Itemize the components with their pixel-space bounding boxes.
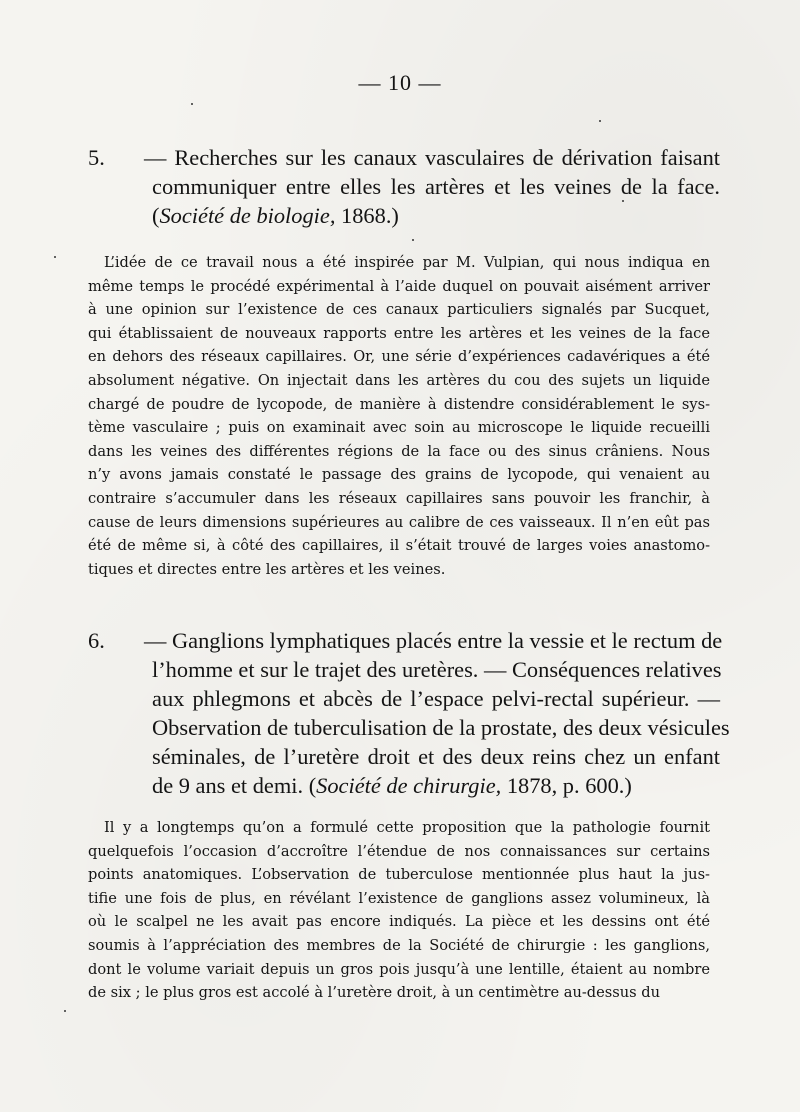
entry-5-body-line: dans les veines des différentes régions de la face ou des sinus crâniens. Nous <box>88 442 710 460</box>
entry-5-body-line: n’y avons jamais constaté le passage des grains de lycopode, qui venaient au <box>88 466 710 484</box>
scan-speck <box>412 239 414 241</box>
entry-6-source-suffix: 1878, p. 600.) <box>501 773 632 798</box>
entry-6-source <box>88 771 720 800</box>
entry-5-body-line: chargé de poudre de lycopode, de manière à distendre considérablement le sys- <box>88 395 710 413</box>
entry-6-body <box>88 816 710 1005</box>
entry-6-title-line: — Ganglions lymphatiques placés entre la vessie et le rectum de <box>144 628 723 653</box>
entry-5-number: 5. <box>88 145 105 170</box>
entry-6-body-line: Il y a longtemps qu’on a formulé cette proposition que la pathologie fournit <box>104 819 710 836</box>
entry-6-body-line: points anatomiques. L’observation de tuberculose mentionnée plus haut la jus- <box>88 866 710 884</box>
entry-5-body-line: absolument négative. On injectait dans les artères du cou des sujets un liquide <box>88 371 710 389</box>
entry-5-body-line: été de même si, à côté des capillaires, il s’était trouvé de larges voies anastomo- <box>88 537 710 555</box>
page-number: — 10 — <box>358 70 442 95</box>
entry-5-body-line: en dehors des réseaux capillaires. Or, une série d’expériences cadavériques a été <box>88 348 710 366</box>
entry-5-source-open: ( <box>152 203 160 228</box>
entry-5-body-line: à une opinion sur l’existence de ces canaux particuliers signalés par Sucquet, <box>88 301 710 319</box>
entry-5-body-line: cause de leurs dimensions supérieures au calibre de ces vaisseaux. Il n’en eût pas <box>88 513 710 531</box>
entry-6-body-line: soumis à l’appréciation des membres de la Société de chirurgie : les ganglions, <box>88 936 710 954</box>
scan-speck <box>622 200 624 202</box>
entry-6-body-line: tifie une fois de plus, en révélant l’existence de ganglions assez volumineux, là <box>88 889 710 907</box>
entry-5-title-line: — Recherches sur les canaux vasculaires de dérivation faisant <box>144 145 720 170</box>
entry-6-last-line-prefix: de 9 ans et demi. ( <box>152 773 317 798</box>
scan-speck <box>191 103 193 105</box>
entry-6-body-line: de six ; le plus gros est accolé à l’uretère droit, à un centimètre au-dessus du <box>88 984 661 1002</box>
entry-5-body-line: tiques et directes entre les artères et les veines. <box>88 560 446 578</box>
entry-5-heading <box>88 143 720 230</box>
entry-5-body-line: L’idée de ce travail nous a été inspirée par M. Vulpian, qui nous indiqua en <box>104 254 710 271</box>
entry-6-body-line: dont le volume variait depuis un gros pois jusqu’à une lentille, étaient au nombre <box>88 960 710 978</box>
entry-5-title-line: communiquer entre elles les artères et les veines de la face. <box>152 174 720 199</box>
entry-5-body <box>88 251 710 581</box>
entry-6-title-line: l’homme et sur le trajet des uretères. — Conséquences relatives <box>152 657 722 682</box>
scan-speck <box>599 120 601 122</box>
entry-6-body-line: quelquefois l’occasion d’accroître l’étendue de nos connaissances sur certains <box>88 842 710 860</box>
entry-6-title-line: Observation de tuberculisation de la prostate, des deux vésicules <box>152 715 730 740</box>
entry-5-body-line: contraire s’accumuler dans les réseaux capillaires sans pouvoir les franchir, à <box>88 489 710 507</box>
entry-6-title-line: aux phlegmons et abcès de l’espace pelvi-rectal supérieur. — <box>152 686 720 711</box>
entry-5-body-line: tème vasculaire ; puis on examinait avec soin au microscope le liquide recueilli <box>88 419 710 437</box>
entry-6-heading <box>88 626 730 800</box>
scan-speck <box>54 256 56 258</box>
entry-6-number: 6. <box>88 628 105 653</box>
entry-6-body-line: où le scalpel ne les avait pas encore indiqués. La pièce et les dessins ont été <box>88 913 710 931</box>
entry-5-source <box>88 201 720 230</box>
entry-5-body-line: qui établissaient de nouveaux rapports entre les artères et les veines de la face <box>88 324 710 342</box>
entry-5-source-journal: Société de biologie, <box>159 203 336 228</box>
entry-5-source-year: 1868.) <box>335 203 399 228</box>
entry-6-source-journal: Société de chirurgie, <box>316 773 502 798</box>
entry-5-body-line: même temps le procédé expérimental à l’aide duquel on pouvait aisément arriver <box>88 277 710 295</box>
entry-6-title-line: séminales, de l’uretère droit et des deux reins chez un enfant <box>152 744 720 769</box>
scan-speck <box>64 1010 66 1012</box>
